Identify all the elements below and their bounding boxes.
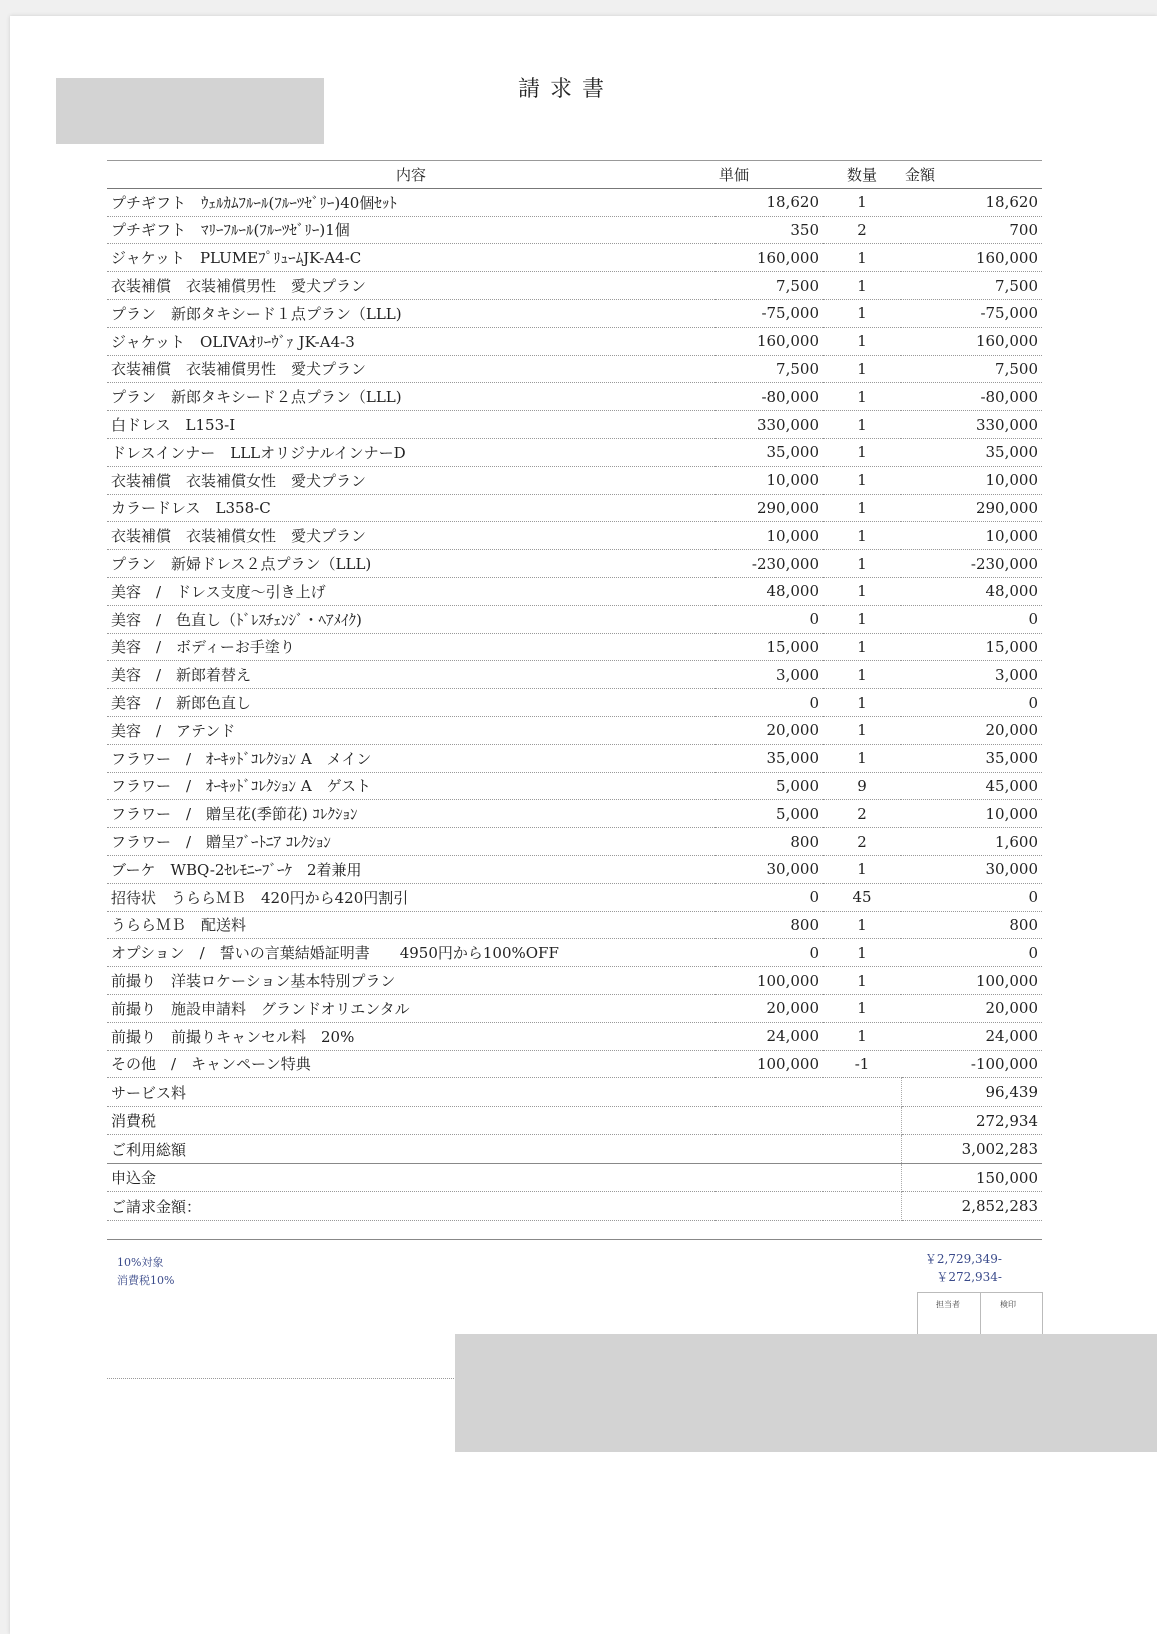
item-price: -75,000 <box>715 299 823 327</box>
table-row <box>107 494 1042 522</box>
item-desc: フラワー / 贈呈花(季節花) ｺﾚｸｼｮﾝ <box>107 800 715 828</box>
item-amount: 10,000 <box>901 466 1042 494</box>
header-price: 単価 <box>715 161 823 189</box>
item-price: 30,000 <box>715 855 823 883</box>
summary-row <box>107 1192 1042 1221</box>
item-qty: -1 <box>823 1050 901 1078</box>
item-desc: 衣装補償 衣装補償女性 愛犬プラン <box>107 466 715 494</box>
item-amount: 330,000 <box>901 411 1042 439</box>
item-price: 7,500 <box>715 272 823 300</box>
item-price: 0 <box>715 883 823 911</box>
item-amount: 15,000 <box>901 633 1042 661</box>
item-qty: 1 <box>823 272 901 300</box>
item-amount: 3,000 <box>901 661 1042 689</box>
table-row <box>107 272 1042 300</box>
item-desc: プチギフト ｳｪﾙｶﾑﾌﾙｰﾙ(ﾌﾙｰﾂｾﾞﾘｰ)40個ｾｯﾄ <box>107 188 715 216</box>
item-amount: 160,000 <box>901 244 1042 272</box>
item-qty: 1 <box>823 188 901 216</box>
table-row <box>107 438 1042 466</box>
redacted-recipient <box>56 78 324 144</box>
item-amount: -75,000 <box>901 299 1042 327</box>
summary-amount: 3,002,283 <box>901 1135 1042 1164</box>
item-qty: 1 <box>823 577 901 605</box>
stamp-seal-label: 検印 <box>1000 1300 1016 1309</box>
item-desc: その他 / キャンペーン特典 <box>107 1050 715 1078</box>
table-row <box>107 994 1042 1022</box>
table-row <box>107 411 1042 439</box>
summary-label: 消費税 <box>107 1106 715 1135</box>
item-amount: 20,000 <box>901 994 1042 1022</box>
item-price: 5,000 <box>715 800 823 828</box>
table-row <box>107 355 1042 383</box>
item-qty: 2 <box>823 216 901 244</box>
item-desc: 衣装補償 衣装補償女性 愛犬プラン <box>107 522 715 550</box>
item-desc: 招待状 うららＭＢ 420円から420円割引 <box>107 883 715 911</box>
item-desc: 美容 / ボディーお手塗り <box>107 633 715 661</box>
item-amount: 18,620 <box>901 188 1042 216</box>
table-row <box>107 772 1042 800</box>
item-desc: ジャケット PLUMEﾌﾟﾘｭｰﾑJK-A4-C <box>107 244 715 272</box>
item-qty: 1 <box>823 689 901 717</box>
item-amount: 48,000 <box>901 577 1042 605</box>
summary-amount: 96,439 <box>901 1078 1042 1107</box>
table-row <box>107 466 1042 494</box>
item-price: 800 <box>715 911 823 939</box>
item-desc: プラン 新郎タキシード１点プラン（LLL) <box>107 299 715 327</box>
table-row <box>107 383 1042 411</box>
item-desc: カラードレス L358-C <box>107 494 715 522</box>
summary-label: サービス料 <box>107 1078 715 1107</box>
item-price: 290,000 <box>715 494 823 522</box>
item-price: 20,000 <box>715 994 823 1022</box>
table-row <box>107 855 1042 883</box>
header-desc: 内容 <box>107 161 715 189</box>
item-desc: ブーケ WBQ-2ｾﾚﾓﾆｰﾌﾞｰｹ 2着兼用 <box>107 855 715 883</box>
item-price: 35,000 <box>715 744 823 772</box>
tax-target-label: 10%対象 <box>117 1256 164 1269</box>
item-price: 5,000 <box>715 772 823 800</box>
item-desc: 美容 / ドレス支度～引き上げ <box>107 577 715 605</box>
item-qty: 1 <box>823 438 901 466</box>
item-desc: 美容 / 新郎着替え <box>107 661 715 689</box>
table-row <box>107 883 1042 911</box>
item-amount: 35,000 <box>901 744 1042 772</box>
table-row <box>107 716 1042 744</box>
item-qty: 1 <box>823 466 901 494</box>
item-price: 18,620 <box>715 188 823 216</box>
header-qty: 数量 <box>823 161 901 189</box>
item-desc: 美容 / アテンド <box>107 716 715 744</box>
item-price: 35,000 <box>715 438 823 466</box>
table-row <box>107 216 1042 244</box>
table-row <box>107 299 1042 327</box>
item-price: 350 <box>715 216 823 244</box>
table-row <box>107 1050 1042 1078</box>
item-desc: 美容 / 新郎色直し <box>107 689 715 717</box>
item-price: 800 <box>715 828 823 856</box>
summary-row <box>107 1078 1042 1107</box>
item-desc: 衣装補償 衣装補償男性 愛犬プラン <box>107 355 715 383</box>
item-amount: 0 <box>901 939 1042 967</box>
item-qty: 1 <box>823 911 901 939</box>
item-amount: 0 <box>901 689 1042 717</box>
table-row <box>107 633 1042 661</box>
item-qty: 1 <box>823 855 901 883</box>
item-price: 10,000 <box>715 466 823 494</box>
item-amount: 24,000 <box>901 1022 1042 1050</box>
item-qty: 45 <box>823 883 901 911</box>
item-qty: 1 <box>823 327 901 355</box>
item-amount: 100,000 <box>901 967 1042 995</box>
item-price: 0 <box>715 939 823 967</box>
item-price: 160,000 <box>715 327 823 355</box>
item-price: 3,000 <box>715 661 823 689</box>
summary-label: ご利用総額 <box>107 1135 715 1164</box>
item-amount: 35,000 <box>901 438 1042 466</box>
item-price: 24,000 <box>715 1022 823 1050</box>
item-amount: 1,600 <box>901 828 1042 856</box>
item-price: 20,000 <box>715 716 823 744</box>
item-desc: うららＭＢ 配送料 <box>107 911 715 939</box>
item-qty: 2 <box>823 800 901 828</box>
table-row <box>107 605 1042 633</box>
tax-rate-label: 消費税10% <box>117 1274 175 1287</box>
item-desc: フラワー / ｵｰｷｯﾄﾞｺﾚｸｼｮﾝ A ゲスト <box>107 772 715 800</box>
item-desc: 前撮り 前撮りキャンセル料 20% <box>107 1022 715 1050</box>
item-price: 100,000 <box>715 967 823 995</box>
item-qty: 1 <box>823 411 901 439</box>
summary-amount: 272,934 <box>901 1106 1042 1135</box>
item-qty: 1 <box>823 939 901 967</box>
summary-label: 申込金 <box>107 1163 715 1192</box>
item-amount: 290,000 <box>901 494 1042 522</box>
table-row <box>107 939 1042 967</box>
item-desc: プラン 新婦ドレス２点プラン（LLL) <box>107 550 715 578</box>
item-price: 330,000 <box>715 411 823 439</box>
item-amount: -80,000 <box>901 383 1042 411</box>
table-row <box>107 800 1042 828</box>
item-price: 48,000 <box>715 577 823 605</box>
item-qty: 1 <box>823 633 901 661</box>
item-price: 160,000 <box>715 244 823 272</box>
item-desc: フラワー / 贈呈ﾌﾞｰﾄﾆｱ ｺﾚｸｼｮﾝ <box>107 828 715 856</box>
summary-row <box>107 1135 1042 1164</box>
item-qty: 1 <box>823 244 901 272</box>
item-qty: 1 <box>823 299 901 327</box>
item-desc: 前撮り 洋装ロケーション基本特別プラン <box>107 967 715 995</box>
item-desc: プチギフト ﾏﾘｰﾌﾙｰﾙ(ﾌﾙｰﾂｾﾞﾘｰ)1個 <box>107 216 715 244</box>
item-amount: 20,000 <box>901 716 1042 744</box>
item-qty: 1 <box>823 522 901 550</box>
item-amount: 700 <box>901 216 1042 244</box>
item-qty: 1 <box>823 605 901 633</box>
table-row <box>107 188 1042 216</box>
item-qty: 1 <box>823 494 901 522</box>
tax-target-amount: ￥2,729,349- <box>924 1252 1002 1266</box>
item-qty: 9 <box>823 772 901 800</box>
item-qty: 1 <box>823 716 901 744</box>
table-row <box>107 911 1042 939</box>
table-row <box>107 522 1042 550</box>
table-row <box>107 744 1042 772</box>
item-qty: 1 <box>823 383 901 411</box>
item-amount: 0 <box>901 605 1042 633</box>
summary-amount: 2,852,283 <box>901 1192 1042 1221</box>
item-qty: 1 <box>823 967 901 995</box>
item-qty: 1 <box>823 550 901 578</box>
item-price: -230,000 <box>715 550 823 578</box>
item-amount: 7,500 <box>901 355 1042 383</box>
table-row <box>107 244 1042 272</box>
tax-amount: ￥272,934- <box>936 1270 1002 1284</box>
item-qty: 1 <box>823 661 901 689</box>
page-title: 請求書 <box>518 77 615 102</box>
table-row <box>107 577 1042 605</box>
item-amount: 800 <box>901 911 1042 939</box>
item-desc: オプション / 誓いの言葉結婚証明書 4950円から100%OFF <box>107 939 715 967</box>
item-desc: ジャケット OLIVAｵﾘｰｳﾞｧ JK-A4-3 <box>107 327 715 355</box>
item-qty: 1 <box>823 355 901 383</box>
item-desc: プラン 新郎タキシード２点プラン（LLL) <box>107 383 715 411</box>
table-row <box>107 689 1042 717</box>
table-row <box>107 967 1042 995</box>
item-amount: 10,000 <box>901 522 1042 550</box>
item-qty: 1 <box>823 1022 901 1050</box>
table-header <box>107 161 1042 189</box>
item-price: 15,000 <box>715 633 823 661</box>
item-desc: 衣装補償 衣装補償男性 愛犬プラン <box>107 272 715 300</box>
item-qty: 2 <box>823 828 901 856</box>
invoice-table <box>107 160 1042 1221</box>
item-price: 0 <box>715 689 823 717</box>
item-amount: 30,000 <box>901 855 1042 883</box>
table-row <box>107 661 1042 689</box>
header-amount: 金額 <box>901 161 1042 189</box>
item-desc: 前撮り 施設申請料 グランドオリエンタル <box>107 994 715 1022</box>
item-amount: -230,000 <box>901 550 1042 578</box>
table-row <box>107 550 1042 578</box>
stamp-staff-label: 担当者 <box>936 1300 960 1309</box>
item-price: -80,000 <box>715 383 823 411</box>
item-desc: ドレスインナー LLLオリジナルインナーD <box>107 438 715 466</box>
item-desc: フラワー / ｵｰｷｯﾄﾞｺﾚｸｼｮﾝ A メイン <box>107 744 715 772</box>
summary-row <box>107 1163 1042 1192</box>
item-qty: 1 <box>823 994 901 1022</box>
summary-row <box>107 1106 1042 1135</box>
item-amount: 7,500 <box>901 272 1042 300</box>
item-desc: 美容 / 色直し（ﾄﾞﾚｽﾁｪﾝｼﾞ・ﾍｱﾒｲｸ) <box>107 605 715 633</box>
item-qty: 1 <box>823 744 901 772</box>
summary-amount: 150,000 <box>901 1163 1042 1192</box>
table-row <box>107 1022 1042 1050</box>
item-price: 10,000 <box>715 522 823 550</box>
item-desc: 白ドレス L153-I <box>107 411 715 439</box>
summary-label: ご請求金額： <box>107 1192 715 1221</box>
item-price: 7,500 <box>715 355 823 383</box>
item-price: 100,000 <box>715 1050 823 1078</box>
item-price: 0 <box>715 605 823 633</box>
redacted-footer <box>455 1334 1157 1452</box>
table-row <box>107 828 1042 856</box>
item-amount: 45,000 <box>901 772 1042 800</box>
table-row <box>107 327 1042 355</box>
item-amount: 10,000 <box>901 800 1042 828</box>
item-amount: 160,000 <box>901 327 1042 355</box>
item-amount: 0 <box>901 883 1042 911</box>
item-amount: -100,000 <box>901 1050 1042 1078</box>
